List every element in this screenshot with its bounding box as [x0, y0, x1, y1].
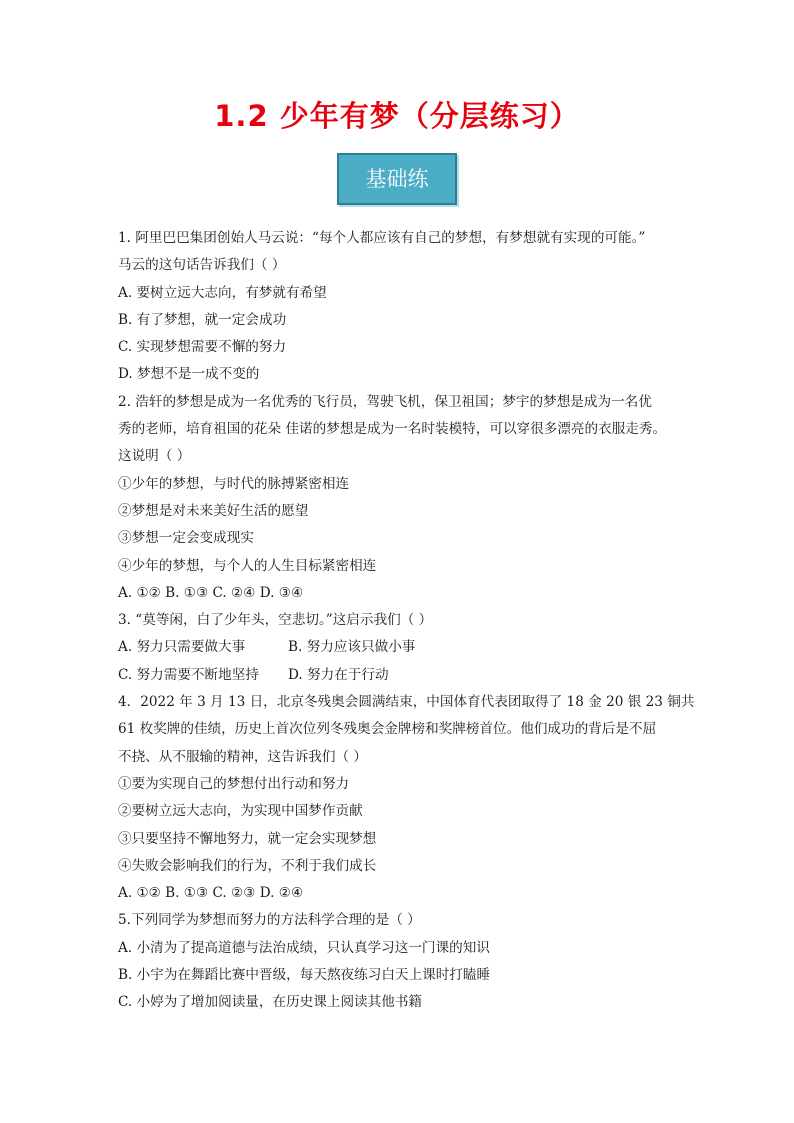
question-1-stem-line-1: 1. 阿里巴巴集团创始人马云说：“每个人都应该有自己的梦想，有梦想就有实现的可能。” — [118, 230, 646, 246]
question-3-option-row-1 — [118, 634, 686, 661]
question-4-stem-line-3: 不挠、从不服输的精神，这告诉我们（ ） — [118, 748, 368, 765]
question-3 — [118, 607, 686, 689]
question-2-stem-line-2: 秀的老师，培育祖国的花朵 佳诺的梦想是成为一名时装模特，可以穿很多漂亮的衣服走秀。 — [118, 421, 667, 438]
question-2 — [118, 389, 686, 607]
question-4 — [118, 689, 695, 907]
question-2-statement-4: ④少年的梦想，与个人的人生目标紧密相连 — [118, 557, 377, 574]
question-1-option-a: A. 要树立远大志向，有梦就有希望 — [118, 284, 327, 301]
question-4-statement-1: ①要为实现自己的梦想付出行动和努力 — [118, 775, 350, 792]
question-4-statement-2: ②要树立远大志向，为实现中国梦作贡献 — [118, 803, 363, 820]
question-2-stem-line-3: 这说明（ ） — [118, 448, 191, 465]
question-list — [118, 225, 695, 1017]
question-3-stem-line-1: 3. “莫等闲，白了少年头，空悲切。”这启示我们（ ） — [118, 612, 433, 629]
question-2-options: A. ①② B. ①③ C. ②④ D. ③④ — [118, 584, 304, 601]
section-badge: 基础练 — [337, 153, 457, 205]
question-2-statement-2: ②梦想是对未来美好生活的愿望 — [118, 502, 309, 519]
question-3-option-d: D. 努力在于行动 — [288, 666, 389, 683]
question-2-statement-3: ③梦想一定会变成现实 — [118, 530, 254, 547]
question-5-stem-line-1: 5.下列同学为梦想而努力的方法科学合理的是（ ） — [118, 912, 421, 929]
page-title: 1.2 少年有梦（分层练习） — [214, 99, 580, 133]
question-5 — [118, 907, 686, 1016]
question-5-option-a: A. 小清为了提高道德与法治成绩，只认真学习这一门课的知识 — [118, 939, 490, 956]
question-2-statement-1: ①少年的梦想，与时代的脉搏紧密相连 — [118, 475, 350, 492]
question-1-option-b: B. 有了梦想，就一定会成功 — [118, 311, 287, 328]
question-4-options: A. ①② B. ①③ C. ②③ D. ②④ — [118, 885, 304, 902]
question-1-stem-line-2: 马云的这句话告诉我们（ ） — [118, 257, 286, 274]
question-1-option-c: C. 实现梦想需要不懈的努力 — [118, 339, 287, 356]
question-3-option-c: C. 努力需要不断地坚持 — [118, 666, 259, 683]
question-3-option-row-2 — [118, 662, 686, 689]
question-4-stem-line-2: 61 枚奖牌的佳绩，历史上首次位列冬残奥会金牌榜和奖牌榜首位。他们成功的背后是不屈 — [118, 721, 657, 738]
question-1 — [118, 225, 686, 389]
question-4-stem-line-1: 4．2022 年 3 月 13 日，北京冬残奥会圆满结束，中国体育代表团取得了 18 金 20 银 23 铜共 — [118, 694, 695, 711]
question-3-option-a: A. 努力只需要做大事 — [118, 639, 246, 656]
question-4-statement-3: ③只要坚持不懈地努力，就一定会实现梦想 — [118, 830, 377, 847]
question-1-option-d: D. 梦想不是一成不变的 — [118, 366, 260, 383]
question-2-stem-line-1: 2. 浩轩的梦想是成为一名优秀的飞行员，驾驶飞机，保卫祖国；梦宇的梦想是成为一名优 — [118, 393, 652, 410]
question-5-option-b: B. 小宇为在舞蹈比赛中晋级，每天熬夜练习白天上课时打瞌睡 — [118, 967, 491, 984]
question-5-option-c: C. 小婷为了增加阅读量，在历史课上阅读其他书籍 — [118, 994, 423, 1011]
question-4-statement-4: ④失败会影响我们的行为，不利于我们成长 — [118, 857, 377, 874]
question-3-option-b: B. 努力应该只做小事 — [288, 639, 416, 656]
